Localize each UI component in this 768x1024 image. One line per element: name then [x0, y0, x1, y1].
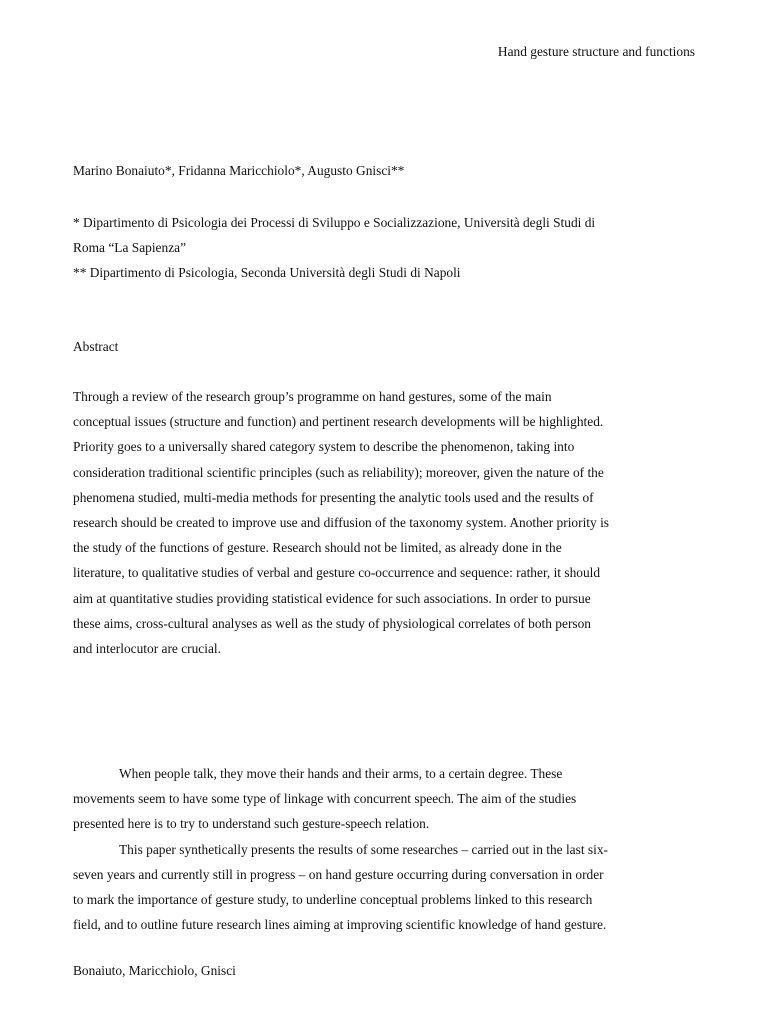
abstract-line: phenomena studied, multi-media methods for presenting the analytic tools used and the results of: [73, 489, 594, 505]
abstract-body: [73, 384, 698, 661]
affiliation-line: * Dipartimento di Psicologia dei Processi di Sviluppo e Socializzazione, Università degli Studi di: [73, 215, 596, 230]
abstract-line: research should be created to improve use and diffusion of the taxonomy system. Another priority is: [73, 515, 609, 531]
body-line: presented here is to try to understand such gesture-speech relation.: [73, 816, 430, 832]
author-list: Marino Bonaiuto*, Fridanna Maricchiolo*, Augusto Gnisci**: [73, 163, 405, 178]
affiliation-line: Roma “La Sapienza”: [73, 240, 187, 255]
body-line: movements seem to have some type of linkage with concurrent speech. The aim of the studies: [73, 791, 577, 807]
abstract-line: the study of the functions of gesture. Research should not be limited, as already done in the: [73, 540, 562, 556]
affiliation-line: ** Dipartimento di Psicologia, Seconda Università degli Studi di Napoli: [73, 265, 461, 280]
body-line: This paper synthetically presents the results of some researches – carried out in the last six-: [119, 841, 608, 857]
body-line: When people talk, they move their hands and their arms, to a certain degree. These: [119, 766, 563, 781]
abstract-line: conceptual issues (structure and function) and pertinent research developments will be highlighted.: [73, 414, 604, 430]
running-head: Hand gesture structure and functions: [497, 44, 695, 59]
abstract-line: Priority goes to a universally shared category system to describe the phenomenon, taking into: [73, 439, 575, 455]
abstract-line: consideration traditional scientific principles (such as reliability); moreover, given the nature of the: [73, 464, 604, 480]
body-line: field, and to outline future research lines aiming at improving scientific knowledge of hand gesture.: [73, 917, 607, 933]
body-text: [73, 761, 698, 937]
page-footer: Bonaiuto, Maricchiolo, Gnisci: [73, 963, 236, 978]
abstract-line: these aims, cross-cultural analyses as well as the study of physiological correlates of both person: [73, 615, 592, 631]
abstract-heading: Abstract: [73, 339, 119, 354]
abstract-line: Through a review of the research group’s programme on hand gestures, some of the main: [73, 389, 552, 404]
body-line: to mark the importance of gesture study, to underline conceptual problems linked to this research: [73, 892, 593, 908]
abstract-line: aim at quantitative studies providing statistical evidence for such associations. In order to pursue: [73, 590, 591, 606]
body-line: seven years and currently still in progress – on hand gesture occurring during conversation in order: [73, 866, 604, 882]
abstract-line: literature, to qualitative studies of verbal and gesture co-occurrence and sequence: rather, it should: [73, 565, 601, 581]
abstract-line: and interlocutor are crucial.: [73, 641, 221, 657]
affiliations: [73, 210, 698, 285]
